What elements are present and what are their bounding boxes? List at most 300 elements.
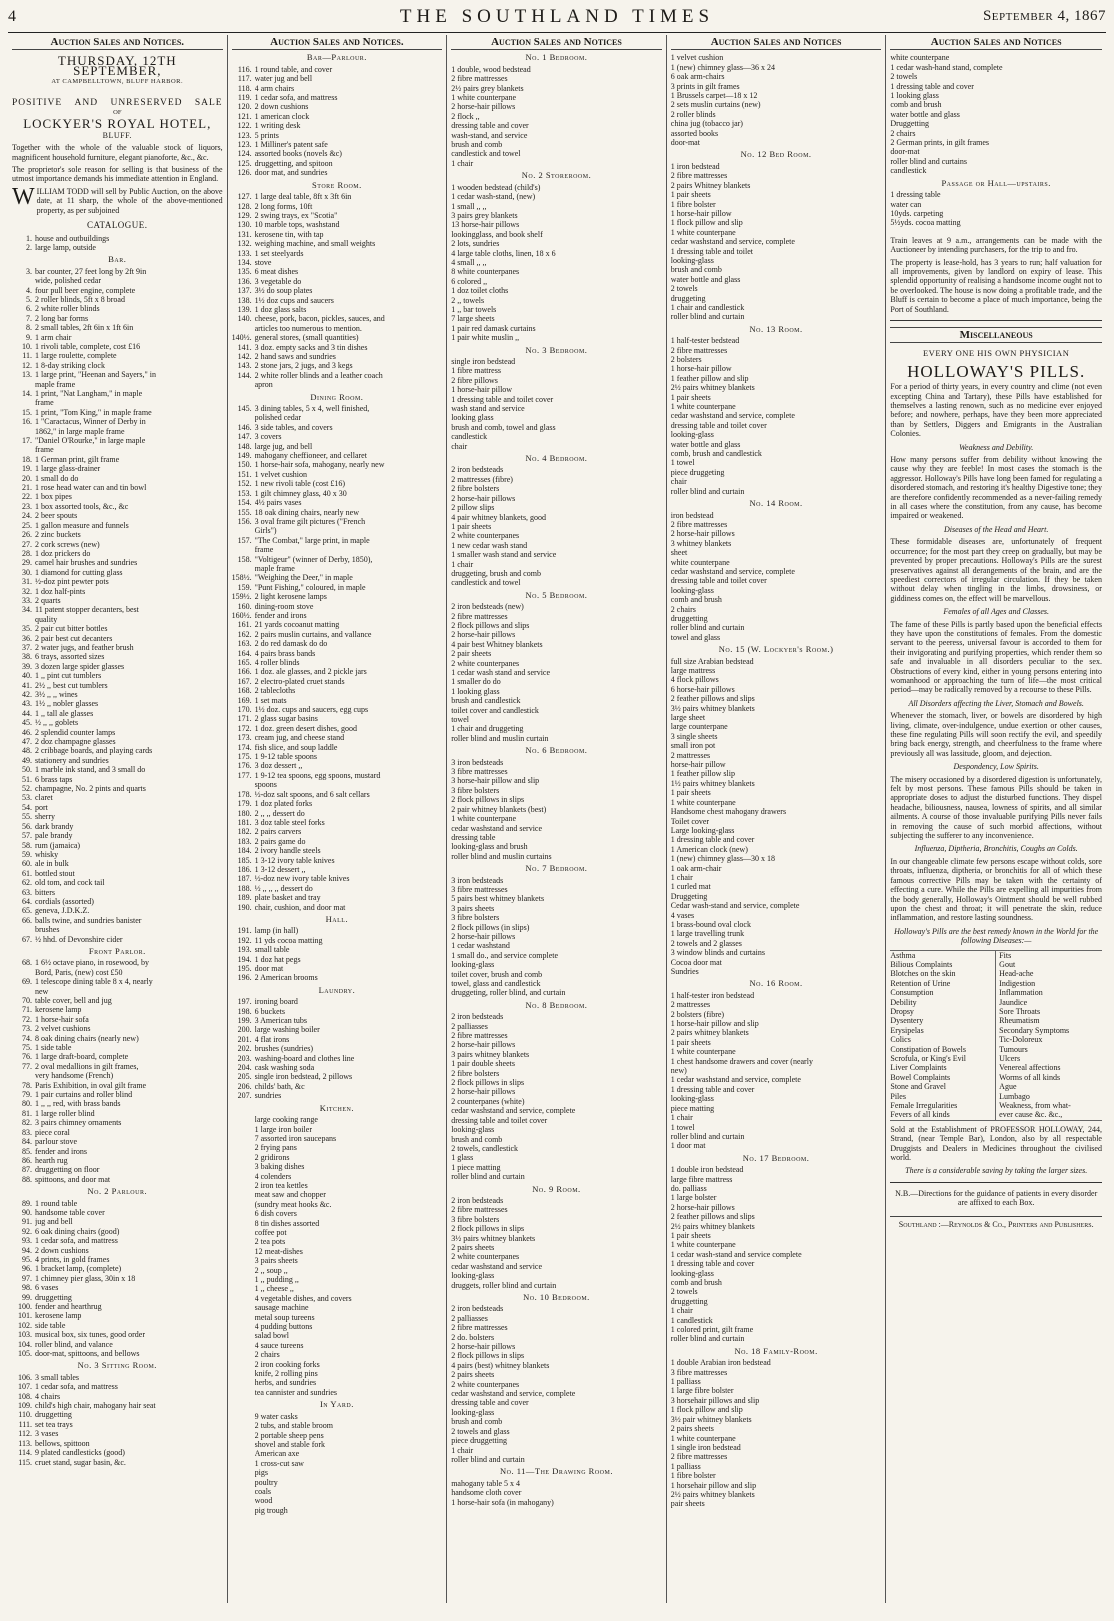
- lot-description: rum (jamaica): [35, 840, 81, 850]
- lot-item: [232, 65, 443, 74]
- room-item: 3 pairs grey blankets: [451, 210, 518, 220]
- lot-number: 173.: [237, 733, 252, 743]
- room-item: 1 dressing table and cover: [670, 1084, 755, 1094]
- lot-number: 30.: [22, 567, 32, 577]
- lot-description: 3½ ,, ,, wines: [35, 690, 78, 699]
- lot-description: (sundry meat hooks &c.: [254, 1199, 332, 1209]
- room-item: 3 horse-hair pillow and slip: [451, 776, 540, 786]
- room-item: water bottle and glass: [890, 109, 960, 119]
- lot-item: [12, 1420, 223, 1429]
- lot-description: 2 splendid counter lamps: [35, 727, 116, 737]
- lot-item: [232, 611, 443, 620]
- lot-item: [232, 714, 443, 723]
- section-heading: Bar—Parlour.: [306, 52, 367, 63]
- room-item: roller blind and muslin curtains: [451, 851, 552, 861]
- lot-description: cordials (assorted): [35, 896, 94, 906]
- room-item: 1 feather pillow and slip: [670, 373, 749, 383]
- lot-item: [12, 370, 223, 379]
- room-item: 1 horse-hair pillow: [451, 385, 513, 395]
- room-item: looking-glass: [670, 430, 714, 440]
- lot-item: [232, 630, 443, 639]
- room-item: roller blind and curtain: [451, 1172, 525, 1182]
- lot-number: 106.: [18, 1372, 32, 1382]
- lot-number: 158½.: [231, 573, 252, 583]
- lot-description: 1 large iron boiler: [254, 1124, 312, 1134]
- lot-item: [232, 380, 443, 389]
- lot-number: [12, 925, 35, 934]
- lot-description: 1 round table, and cover: [254, 64, 333, 74]
- lot-description: 8 tin dishes assorted: [254, 1218, 320, 1228]
- lot-number: 87.: [22, 1165, 32, 1175]
- lot-item: [232, 1016, 443, 1025]
- lot-number: 51.: [22, 774, 32, 784]
- lot-description: 3 doz dessert ,,: [254, 761, 303, 771]
- room-item: towel, glass and candlestick: [451, 979, 541, 988]
- room-item: large fibre mattress: [670, 1174, 733, 1184]
- lot-item: [12, 436, 223, 445]
- lot-description: frame: [35, 398, 54, 408]
- lot-item: [232, 1266, 443, 1275]
- lot-description: 1 3-12 dessert ,,: [254, 864, 306, 874]
- lot-number: 70.: [22, 996, 32, 1005]
- lot-number: 152.: [237, 479, 252, 489]
- lot-number: 205.: [237, 1072, 252, 1082]
- room-item: druggetting: [670, 1296, 708, 1306]
- room-item: 2 towels and 2 glasses: [670, 938, 742, 948]
- lot-number: 40.: [22, 671, 32, 681]
- lot-item: [232, 1468, 443, 1477]
- lot-description: 2 swing trays, ex "Scotia": [254, 210, 338, 220]
- lot-number: 67.: [22, 934, 32, 944]
- lot-description: 3 American tubs: [254, 1016, 308, 1026]
- room-item: brush and comb: [670, 265, 722, 275]
- lot-description: bellows, spittoon: [35, 1438, 90, 1448]
- hotel-location: BLUFF.: [102, 130, 132, 140]
- room-item: 1 white counterpane: [670, 797, 736, 807]
- column-2: [228, 35, 448, 1603]
- lot-description: 3 oval frame gilt pictures ("French: [254, 516, 366, 526]
- lot-number: 146.: [237, 422, 252, 432]
- lot-number: 84.: [22, 1137, 32, 1147]
- lot-number: 13.: [22, 370, 32, 380]
- room-item: piece druggeting: [670, 467, 725, 477]
- room-item: 1 pair sheets: [670, 788, 711, 798]
- lot-number: 131.: [237, 229, 252, 239]
- lot-number: 176.: [237, 761, 252, 771]
- lot-item: [232, 1440, 443, 1449]
- lot-description: 1 large draft-board, complete: [35, 1052, 129, 1062]
- issue-date: September 4, 1867: [982, 8, 1106, 24]
- lot-description: 11 patent stopper decanters, best: [35, 605, 139, 615]
- lot-item: [232, 1331, 443, 1340]
- room-item: 1 colored print, gilt frame: [670, 1325, 754, 1335]
- room-item: looking-glass: [451, 1125, 495, 1135]
- lot-number: 197.: [237, 997, 252, 1007]
- lot-number: 116.: [237, 64, 252, 74]
- room-item: mahogany table 5 x 4: [451, 1478, 521, 1488]
- lot-number: [232, 526, 255, 535]
- lot-number: [232, 1360, 255, 1369]
- miscellaneous-heading: Miscellaneous: [890, 327, 1102, 343]
- drop-cap: W: [12, 183, 35, 210]
- room-item: wash-stand, and service: [451, 130, 528, 140]
- lot-number: 159½.: [231, 592, 252, 602]
- lot-item: [232, 583, 443, 592]
- room-item: 1 velvet cushion: [670, 53, 724, 63]
- lot-item: [232, 780, 443, 789]
- lot-item: [232, 743, 443, 752]
- room-item: Blotches on the skin: [890, 969, 956, 979]
- lot-item: [232, 451, 443, 460]
- lot-description: 4 chairs: [35, 1391, 61, 1401]
- lot-number: [232, 1378, 255, 1387]
- lot-number: 88.: [22, 1174, 32, 1184]
- lot-description: 2½ ,, best cut tumblers: [35, 680, 108, 690]
- lot-description: poultry: [254, 1477, 278, 1487]
- lot-number: [232, 1369, 255, 1378]
- room-heading: No. 9 Room.: [532, 1183, 581, 1194]
- room-item: 2 horse-hair pillows: [451, 630, 516, 640]
- room-item: 3 prints in gilt frames: [670, 81, 740, 91]
- lot-number: 188.: [237, 883, 252, 893]
- room-item: 1 single iron bedstead: [670, 1442, 741, 1452]
- room-item: Asthma: [890, 950, 916, 960]
- room-heading: No. 8 Bedroom.: [525, 999, 588, 1010]
- room-item: 2 horse-hair pillows: [451, 102, 516, 112]
- divider: [890, 1182, 1102, 1183]
- lot-description: 2 American brooms: [254, 973, 318, 983]
- room-item: door-mat: [670, 138, 700, 148]
- lot-description: 2 electro-plated cruet stands: [254, 676, 345, 686]
- lot-description: ironing board: [254, 997, 298, 1007]
- lot-item: [12, 728, 223, 737]
- lot-number: [232, 324, 255, 333]
- room-item: 1 dressing table: [890, 190, 941, 200]
- lot-number: [12, 380, 35, 389]
- lot-number: 19.: [22, 464, 32, 474]
- lot-item: [12, 643, 223, 652]
- room-item: 2 German prints, in gilt frames: [890, 138, 990, 148]
- lot-number: 7.: [26, 313, 32, 323]
- lot-number: 38.: [22, 652, 32, 662]
- room-item: 1 white counterpane: [451, 814, 517, 824]
- lot-item: [12, 906, 223, 915]
- lot-item: [232, 545, 443, 554]
- lot-number: 114.: [18, 1448, 32, 1458]
- room-item: 1 curled mat: [670, 882, 711, 892]
- lot-number: 128.: [237, 201, 252, 211]
- divider: [890, 320, 1102, 321]
- lot-number: [232, 1219, 255, 1228]
- room-item: 2 pairs sheets: [451, 1370, 495, 1380]
- lot-item: [12, 1429, 223, 1438]
- lot-number: 118.: [237, 83, 252, 93]
- room-item: large sheet: [670, 713, 706, 723]
- room-item: 3½ pair whitney blankets: [670, 1414, 752, 1424]
- lot-description: dining-room stove: [254, 601, 314, 611]
- room-item: Consumption: [890, 988, 934, 998]
- lot-item: [232, 202, 443, 211]
- lot-description: door mat, and sundries: [254, 168, 328, 178]
- lot-number: 187.: [237, 874, 252, 884]
- room-item: large mattress: [670, 666, 716, 675]
- lot-description: 10 marble tops, washstand: [254, 220, 340, 230]
- lot-item: [12, 1081, 223, 1090]
- lot-description: 6 buckets: [254, 1006, 286, 1016]
- lot-number: [232, 1303, 255, 1312]
- lot-description: 2 iron cooking forks: [254, 1359, 320, 1369]
- lot-description: 4 roller blinds: [254, 658, 300, 667]
- lot-item: [232, 314, 443, 323]
- lot-item: [12, 681, 223, 690]
- lot-item: [232, 564, 443, 573]
- ad-subheading: Diseases of the Head and Heart.: [943, 524, 1049, 534]
- lot-description: 3 vegetable do: [254, 276, 302, 286]
- lot-description: ½ hhd. of Devonshire cider: [35, 934, 123, 944]
- lot-item: [232, 752, 443, 761]
- lot-number: 172.: [237, 723, 252, 733]
- room-item: 4 pairs (best) whitney blankets: [451, 1360, 550, 1370]
- lot-number: 123.: [237, 130, 252, 140]
- lot-item: [12, 699, 223, 708]
- room-item: Cedar wash-stand and service, complete: [670, 901, 800, 911]
- lot-description: 2 pair best cut decanters: [35, 633, 113, 643]
- lot-number: [232, 1190, 255, 1199]
- lot-item: [12, 1156, 223, 1165]
- lot-number: 157.: [237, 535, 252, 545]
- lot-number: 24.: [22, 511, 32, 521]
- lot-description: 1 6½ octave piano, in rosewood, by: [35, 958, 149, 968]
- lot-number: 194.: [237, 954, 252, 964]
- room-item: 1 chair: [670, 1113, 693, 1123]
- lot-list: [12, 234, 223, 253]
- lot-number: 18.: [22, 454, 32, 464]
- room-item: 2 white counterpanes: [451, 1252, 520, 1262]
- lot-number: 115.: [18, 1457, 32, 1467]
- lot-number: 94.: [22, 1245, 32, 1255]
- room-item: 2 pillow slips: [451, 503, 495, 513]
- lot-item: [12, 859, 223, 868]
- lot-description: 2 frying pans: [254, 1143, 297, 1153]
- lot-description: 1 large roller blind: [35, 1108, 95, 1118]
- lot-number: 133.: [237, 248, 252, 258]
- room-item: Sore Throats: [999, 1006, 1041, 1016]
- lot-description: 3 pairs chimney ornaments: [35, 1118, 122, 1128]
- lot-item: [12, 958, 223, 967]
- lot-item: [12, 474, 223, 483]
- lot-number: 204.: [237, 1063, 252, 1073]
- section-heading: Kitchen.: [319, 1102, 355, 1113]
- lot-number: 25.: [22, 520, 32, 530]
- ad-subheading: Weakness and Debility.: [959, 442, 1034, 452]
- lot-description: 3½ do soup plates: [254, 286, 313, 296]
- room-item: 2 fibre mattresses: [451, 74, 508, 84]
- lot-description: ½ ,, ,, goblets: [35, 718, 79, 728]
- lot-number: 14.: [22, 389, 32, 398]
- room-item: Fits: [999, 950, 1012, 960]
- lot-number: [232, 1162, 255, 1171]
- room-item: 2 horse-hair pillows: [451, 1087, 516, 1097]
- lot-item: [12, 1005, 223, 1014]
- lot-description: druggetting on floor: [35, 1165, 100, 1175]
- lot-number: 117.: [237, 74, 252, 84]
- lot-description: 2 light kerosene lamps: [254, 592, 327, 602]
- lot-item: [232, 423, 443, 432]
- lot-list: [12, 267, 223, 944]
- lot-item: [232, 874, 443, 883]
- lot-description: 1 marble ink stand, and 3 small do: [35, 765, 146, 775]
- lot-description: port: [35, 802, 48, 812]
- room-item: 2 fibre mattresses: [451, 1323, 508, 1333]
- lot-number: 22.: [22, 492, 32, 502]
- lot-description: 1 print, "Tom King," in maple frame: [35, 407, 152, 417]
- room-item: 1 white counterpane: [451, 93, 517, 103]
- lot-item: [232, 1487, 443, 1496]
- room-item: 1 horsehair pillow and slip: [670, 1480, 757, 1490]
- lot-item: [232, 827, 443, 836]
- lot-item: [12, 1217, 223, 1226]
- room-item: 3 fibre mattresses: [451, 884, 508, 894]
- lot-description: 1 doz glass salts: [254, 304, 307, 314]
- lot-item: [232, 964, 443, 973]
- lot-number: 185.: [237, 855, 252, 865]
- lot-item: [232, 1322, 443, 1331]
- lot-description: 2 small tables, 2ft 6in x 1ft 6in: [35, 323, 134, 333]
- room-heading: No. 13 Room.: [749, 323, 803, 334]
- lot-description: bitters: [35, 887, 55, 897]
- lot-item: [12, 389, 223, 398]
- section-heading: Front Parlor.: [88, 945, 146, 956]
- lot-item: [232, 1035, 443, 1044]
- lot-list: [12, 958, 223, 1184]
- lot-number: 168.: [237, 686, 252, 696]
- room-item: 4 small ,, ,,: [451, 257, 487, 267]
- room-item: comb, brush and candlestick: [670, 449, 762, 459]
- column-heading: Auction Sales and Notices: [671, 35, 882, 50]
- lot-number: 82.: [22, 1118, 32, 1128]
- lot-item: [12, 1147, 223, 1156]
- lot-number: 97.: [22, 1273, 32, 1283]
- lot-number: 203.: [237, 1053, 252, 1063]
- lot-number: [232, 780, 255, 789]
- sale-place: AT CAMPBELLTOWN, BLUFF HARBOR.: [51, 78, 184, 86]
- room-item: 2 fibre mattresses: [451, 1205, 508, 1215]
- lot-number: 8.: [26, 323, 32, 333]
- lot-item: [232, 733, 443, 742]
- lot-number: 49.: [22, 755, 32, 765]
- lot-item: [12, 1052, 223, 1061]
- sold-paragraph: Sold at the Establishment of PROFESSOR HOLLOWAY, 244, Strand, (near Temple Bar), London, also by all respectable Druggists and Dealers in Medicines throughout the civilised world.: [890, 1124, 1102, 1163]
- room-item: 2 towels and glass: [451, 1426, 510, 1436]
- lot-description: quality: [35, 614, 58, 624]
- lot-description: hearth rug: [35, 1155, 68, 1165]
- lot-item: [232, 1369, 443, 1378]
- lot-item: [12, 295, 223, 304]
- lot-number: 179.: [237, 799, 252, 809]
- room-item: candlestick and towel: [451, 149, 521, 159]
- lot-number: 136.: [237, 276, 252, 286]
- lot-list: [12, 1199, 223, 1359]
- room-item: 2 bolsters: [670, 355, 702, 364]
- lot-item: [232, 305, 443, 314]
- room-item: Gout: [999, 959, 1016, 969]
- room-item: 1 white counterpane: [670, 227, 736, 237]
- lot-item: [12, 540, 223, 549]
- lot-description: 1 large glass-drainer: [35, 464, 101, 474]
- lot-description: handsome table cover: [35, 1207, 105, 1217]
- lot-number: 17.: [22, 436, 32, 446]
- lot-number: 90.: [22, 1207, 32, 1217]
- lot-item: [12, 662, 223, 671]
- room-item: cedar washstand and service, complete: [670, 237, 795, 247]
- room-item: 1 Brussels carpet—18 x 12: [670, 91, 758, 101]
- lot-description: 1 cedar sofa, and mattress: [35, 1236, 118, 1246]
- lot-description: pig trough: [254, 1505, 288, 1515]
- lot-description: dark brandy: [35, 821, 74, 831]
- room-item: 1 dressing table and cover: [670, 835, 755, 845]
- lot-item: [12, 1071, 223, 1080]
- lot-description: 2 long forms, 10ft: [254, 201, 313, 211]
- lot-item: [12, 1109, 223, 1118]
- lot-item: [232, 442, 443, 451]
- lot-number: [232, 1294, 255, 1303]
- lot-item: [12, 1311, 223, 1320]
- lot-item: [12, 1340, 223, 1349]
- lot-number: 91.: [22, 1217, 32, 1227]
- lot-number: 184.: [237, 846, 252, 856]
- lot-number: [232, 1115, 255, 1124]
- lot-number: 64.: [22, 896, 32, 906]
- lot-description: stove: [254, 257, 272, 267]
- room-item: Handsome chest mahogany drawers: [670, 807, 787, 817]
- lot-description: 4 prints, in gold frames: [35, 1254, 110, 1264]
- lot-number: 119.: [237, 93, 252, 103]
- lot-number: 60.: [22, 859, 32, 869]
- lot-number: 69.: [22, 977, 32, 987]
- lot-item: [12, 831, 223, 840]
- lot-item: [12, 1090, 223, 1099]
- room-item: dressing table and toilet cover: [451, 1115, 548, 1125]
- column-4: [667, 35, 887, 1603]
- lot-number: 134.: [237, 257, 252, 267]
- lot-number: 72.: [22, 1014, 32, 1024]
- lot-item: [12, 530, 223, 539]
- lot-description: 3 doz. empty sacks and 3 tin dishes: [254, 342, 368, 352]
- lot-number: [232, 1468, 255, 1477]
- lot-number: 101.: [18, 1311, 32, 1321]
- lot-number: 183.: [237, 836, 252, 846]
- room-item: 7 large sheets: [451, 314, 495, 324]
- lot-item: [232, 84, 443, 93]
- lot-description: 1 rivoli table, complete, cost £16: [35, 341, 141, 351]
- room-item: druggetting: [670, 613, 708, 623]
- diseases-right: [996, 951, 1102, 1120]
- lot-item: [12, 568, 223, 577]
- lot-description: 1 pair curtains and roller blind: [35, 1090, 133, 1100]
- room-heading: No. 11—The Drawing Room.: [500, 1466, 613, 1477]
- lot-description: 3 side tables, and covers: [254, 422, 333, 432]
- lot-item: [232, 649, 443, 658]
- lot-description: 1 cedar sofa, and mattress: [254, 93, 338, 103]
- lot-description: druggetting: [35, 1292, 72, 1302]
- lot-item: [232, 211, 443, 220]
- lot-item: [232, 1228, 443, 1237]
- room-item: 1 double iron bedstead: [670, 1165, 744, 1175]
- room-item: candlestick: [451, 432, 488, 442]
- room-item: dressing table: [451, 832, 496, 842]
- lot-description: house and outbuildings: [35, 233, 110, 243]
- lot-description: child's high chair, mahogany hair seat: [35, 1401, 156, 1411]
